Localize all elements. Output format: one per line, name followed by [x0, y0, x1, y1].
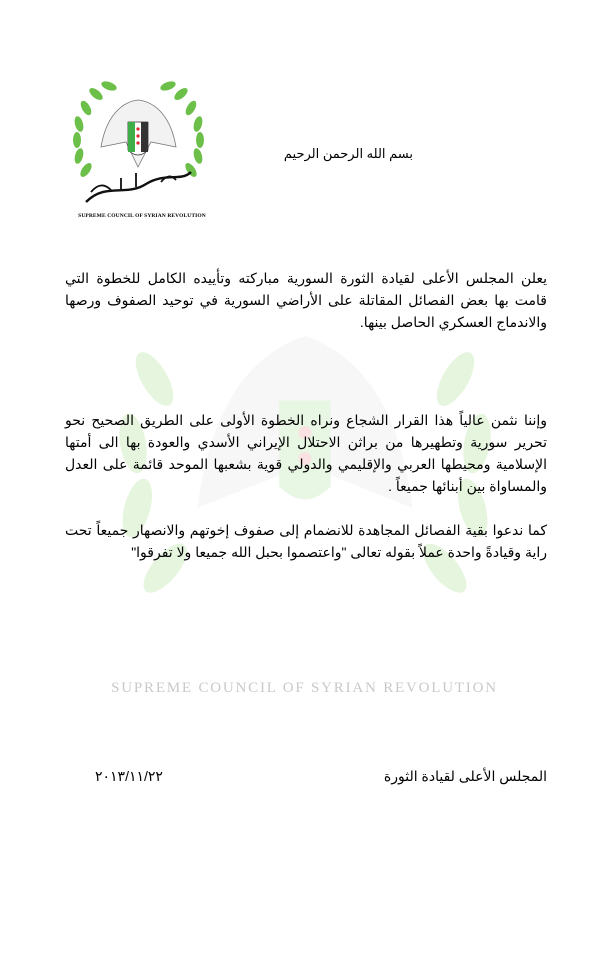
signature: المجلس الأعلى لقيادة الثورة: [383, 768, 547, 784]
basmala-heading: بسم الله الرحمن الرحيم: [283, 146, 413, 161]
watermark-text: SUPREME COUNCIL OF SYRIAN REVOLUTION: [111, 680, 498, 696]
council-logo: [66, 72, 211, 227]
paragraph-1: يعلن المجلس الأعلى لقيادة الثورة السورية مباركته وتأييده الكامل للخطوة التي قامت بها بعض الفصائل المقاتلة على الأراضي السورية في توحيد الصفوف ورصها والاندماج العسكري الحاصل بينها.: [65, 270, 547, 330]
paragraph-3: كما ندعوا بقية الفصائل المجاهدة للانضمام إلى صفوف إخوتهم والانصهار جميعاً تحت راية وقيادةً واحدة عملاً بقوله تعالى "واعتصموا بحبل الله جميعا ولا تفرقوا": [65, 522, 547, 560]
logo-caption: SUPREME COUNCIL OF SYRIAN REVOLUTION: [78, 213, 206, 219]
date: ٢٠١٣/١١/٢٢: [95, 768, 163, 784]
paragraph-2: وإننا نثمن عالياً هذا القرار الشجاع ونراه الخطوة الأولى على الطريق الصحيح نحو تحرير سورية وتطهيرها من براثن الاحتلال الإيراني الأسدي والعودة بها الى أمتها الإسلامية ومحيطها العربي والإقليمي والدولي قوية بشعبها الموحد قائمة على العدل والمساواة بين أبنائها جميعاً .: [65, 412, 547, 494]
eagle-icon: [101, 100, 176, 167]
